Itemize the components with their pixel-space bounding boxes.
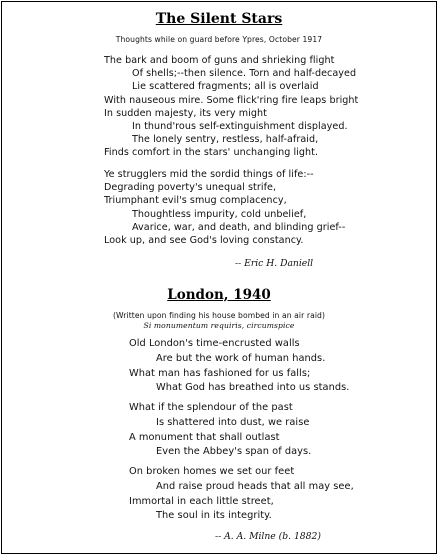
poem-line: With nauseous mire. Some flick'ring fire leaps bright (104, 94, 359, 106)
poem-line: And raise proud heads that all may see, (156, 480, 354, 492)
poem-line: Avarice, war, and death, and blinding grief-- (132, 221, 346, 233)
poem-page (1, 1, 437, 554)
poem-line: Old London's time-encrusted walls (129, 338, 300, 349)
poem-line: The soul in its integrity. (156, 510, 272, 522)
poem2-signature: -- A. A. Milne (b. 1882) (215, 531, 321, 542)
poem-line: On broken homes we set our feet (129, 466, 295, 477)
poem-line: In sudden majesty, its very might (104, 107, 267, 119)
poem-line: Immortal in each little street, (129, 495, 274, 507)
poem2-epigraph: Si monumentum requiris, circumspice (143, 321, 295, 330)
poem-line: Of shells;--then silence. Torn and half-decayed (132, 68, 357, 80)
poem-line: Ye strugglers mid the sordid things of life:-- (104, 169, 314, 180)
poem-line: Triumphant evil's smug complacency, (104, 195, 287, 207)
poem2-stanza-1 (129, 337, 349, 396)
poem-line: What God has breathed into us stands. (156, 382, 350, 394)
poem1-signature: -- Eric H. Daniell (235, 258, 314, 269)
poem2-title: London, 1940 (167, 287, 271, 303)
poem1-stanza-2 (104, 168, 345, 247)
poem-line: Are but the work of human hands. (156, 352, 326, 364)
poem1-subtitle: Thoughts while on guard before Ypres, October 1917 (115, 35, 323, 44)
poem-line: Degrading poverty's unequal strife, (104, 182, 277, 194)
poem-line: Even the Abbey's span of days. (156, 446, 312, 458)
poem1-title: The Silent Stars (155, 11, 283, 27)
poem-line: What man has fashioned for us falls; (129, 367, 311, 379)
poem-line: What if the splendour of the past (129, 402, 293, 413)
poem1-stanza-1 (104, 54, 358, 160)
poem2-subtitle: (Written upon finding his house bombed in an air raid) (112, 311, 326, 320)
poem-line: In thund'rous self-extinguishment displayed. (132, 120, 348, 132)
poem-line: Thoughtless impurity, cold unbelief, (132, 208, 307, 220)
poem-line: Is shattered into dust, we raise (156, 416, 310, 428)
poem2-stanza-3 (129, 465, 354, 524)
poem-line: Lie scattered fragments; all is overlaid (132, 81, 319, 93)
poem2-stanza-2 (129, 401, 311, 460)
poem-line: A monument that shall outlast (129, 431, 280, 443)
poem-line: Look up, and see God's loving constancy. (104, 234, 304, 246)
poem-line: Finds comfort in the stars' unchanging light. (104, 147, 319, 159)
poem-line: The bark and boom of guns and shrieking flight (104, 55, 335, 66)
poem-line: The lonely sentry, restless, half-afraid, (132, 134, 319, 146)
